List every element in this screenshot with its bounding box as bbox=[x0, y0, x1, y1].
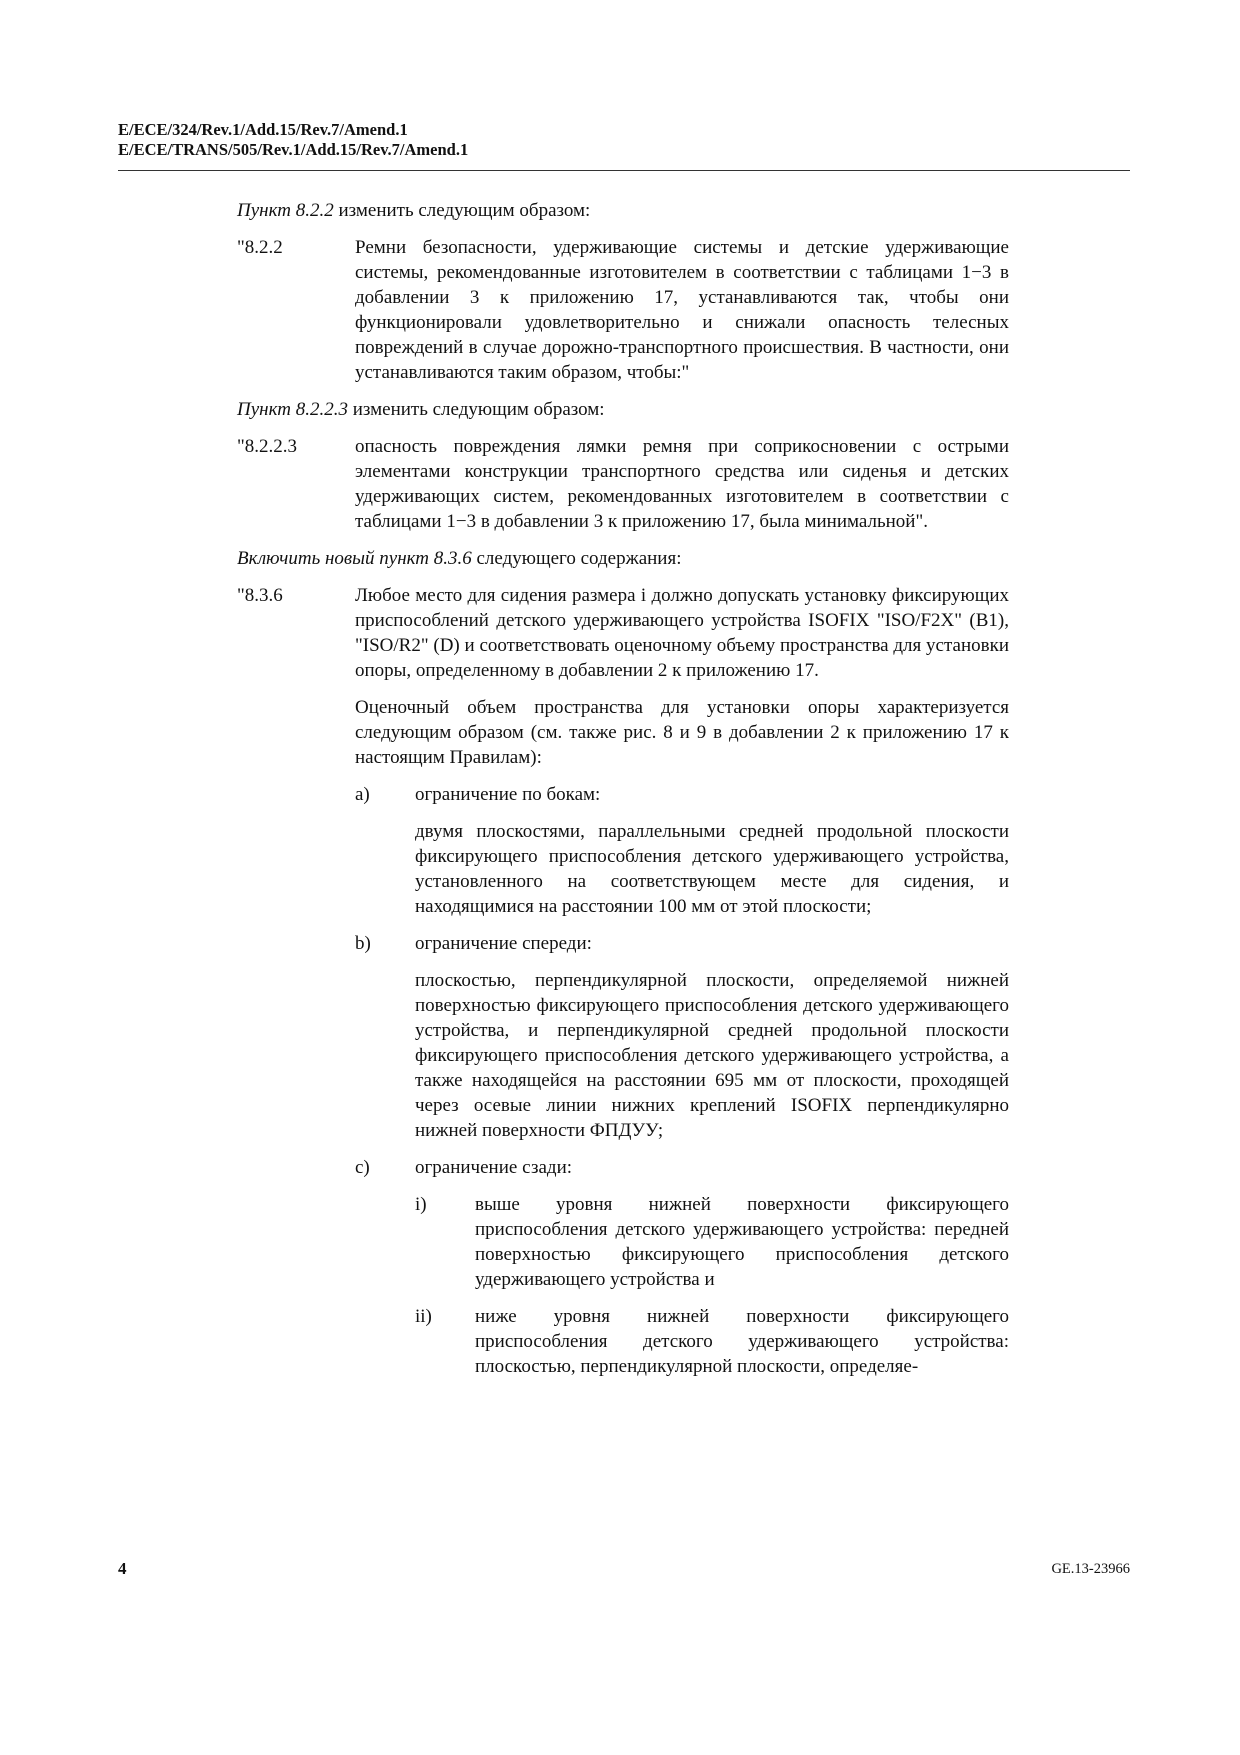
subitem-c bbox=[355, 1155, 1009, 1180]
subitem-a-text: двумя плоскостями, параллельными средней продольной плоскости фиксирующего приспособления детского удерживающего устройства, установленного на соответствующем месте для сидения, и находящимися на расстоянии 100 мм от этой плоскости; bbox=[415, 821, 1009, 917]
document-symbol-line-1: E/ECE/324/Rev.1/Add.15/Rev.7/Amend.1 bbox=[118, 120, 408, 139]
subitem-label: c) bbox=[355, 1157, 370, 1178]
document-symbol-header bbox=[118, 120, 1130, 160]
instruction-ref: Пункт 8.2.2.3 bbox=[237, 399, 348, 420]
document-job-number: GE.13-23966 bbox=[1051, 1561, 1130, 1577]
subitem-title: ограничение сзади: bbox=[415, 1157, 573, 1178]
instruction-text: изменить следующим образом: bbox=[347, 399, 605, 420]
paragraph-8-3-6 bbox=[237, 583, 1009, 683]
subitem-a bbox=[355, 782, 1009, 807]
paragraph-number: "8.3.6 bbox=[237, 585, 283, 606]
paragraph-8-2-2-3 bbox=[237, 434, 1009, 534]
paragraph-text: опасность повреждения лямки ремня при соприкосновении с острыми элементами конструкции транспортного средства или сиденья и детских удерживающих систем, рекомендованных изготовителем в соответствии с таблицами 1−3 в добавлении 3 к приложению 17, была минимальной". bbox=[355, 436, 1009, 532]
instruction-8-2-2-3 bbox=[237, 397, 1009, 422]
paragraph-text: Любое место для сидения размера i должно допускать установку фиксирующих приспособлений детского удерживающего устройства ISOFIX "ISO/F2X" (B1), "ISO/R2" (D) и соответствовать оценочному объему пространства для установки опоры, определенному в добавлении 2 к приложению 17. bbox=[355, 585, 1009, 681]
subitem-c-ii bbox=[415, 1304, 1009, 1379]
header-rule bbox=[118, 170, 1130, 171]
subitem-text: выше уровня нижней поверхности фиксирующего приспособления детского удерживающего устройства: передней поверхностью фиксирующего приспособления детского удерживающего устройства и bbox=[475, 1194, 1009, 1290]
instruction-ref: Пункт 8.2.2 bbox=[237, 200, 334, 221]
instruction-8-3-6 bbox=[237, 546, 1009, 571]
subitem-title: ограничение по бокам: bbox=[415, 784, 601, 805]
instruction-text: следующего содержания: bbox=[471, 548, 682, 569]
page-number: 4 bbox=[118, 1559, 127, 1578]
instruction-8-2-2 bbox=[237, 198, 1009, 223]
subitem-title: ограничение спереди: bbox=[415, 933, 592, 954]
paragraph-text: Ремни безопасности, удерживающие системы и детские удерживающие системы, рекомендованные изготовителем в соответствии с таблицами 1−3 в добавлении 3 к приложению 17, устанавливаются так, чтобы они функционировали удовлетворительно и снижали опасность телесных повреждений в случае дорожно-транспортного происшествия. В частности, они устанавливаются таким образом, чтобы:" bbox=[355, 237, 1009, 383]
paragraph-8-2-2 bbox=[237, 235, 1009, 385]
document-symbol-line-2: E/ECE/TRANS/505/Rev.1/Add.15/Rev.7/Amend.1 bbox=[118, 140, 469, 159]
paragraph-number: "8.2.2 bbox=[237, 237, 283, 258]
subitem-b-text: плоскостью, перпендикулярной плоскости, определяемой нижней поверхностью фиксирующего приспособления детского удерживающего устройства, и перпендикулярной средней продольной плоскости фиксирующего приспособления детского удерживающего устройства, а также находящейся на расстоянии 695 мм от плоскости, проходящей через осевые линии нижних креплений ISOFIX перпендикулярно нижней поверхности ФПДУУ; bbox=[415, 970, 1009, 1141]
subitem-c-i bbox=[415, 1192, 1009, 1292]
paragraph-8-3-6-continuation: Оценочный объем пространства для установки опоры характеризуется следующим образом (см. также рис. 8 и 9 в добавлении 2 к приложению 17 к настоящим Правилам): bbox=[355, 697, 1009, 768]
subitem-label: b) bbox=[355, 933, 371, 954]
subitem-label: i) bbox=[415, 1194, 427, 1215]
paragraph-number: "8.2.2.3 bbox=[237, 436, 298, 457]
subitem-label: ii) bbox=[415, 1306, 432, 1327]
document-body bbox=[237, 198, 1009, 1391]
subitem-b bbox=[355, 931, 1009, 956]
instruction-ref: Включить новый пункт 8.3.6 bbox=[237, 548, 472, 569]
subitem-text: ниже уровня нижней поверхности фиксирующего приспособления детского удерживающего устройства: плоскостью, перпендикулярной плоскости, определяе- bbox=[475, 1306, 1009, 1377]
instruction-text: изменить следующим образом: bbox=[333, 200, 591, 221]
subitem-label: a) bbox=[355, 784, 370, 805]
